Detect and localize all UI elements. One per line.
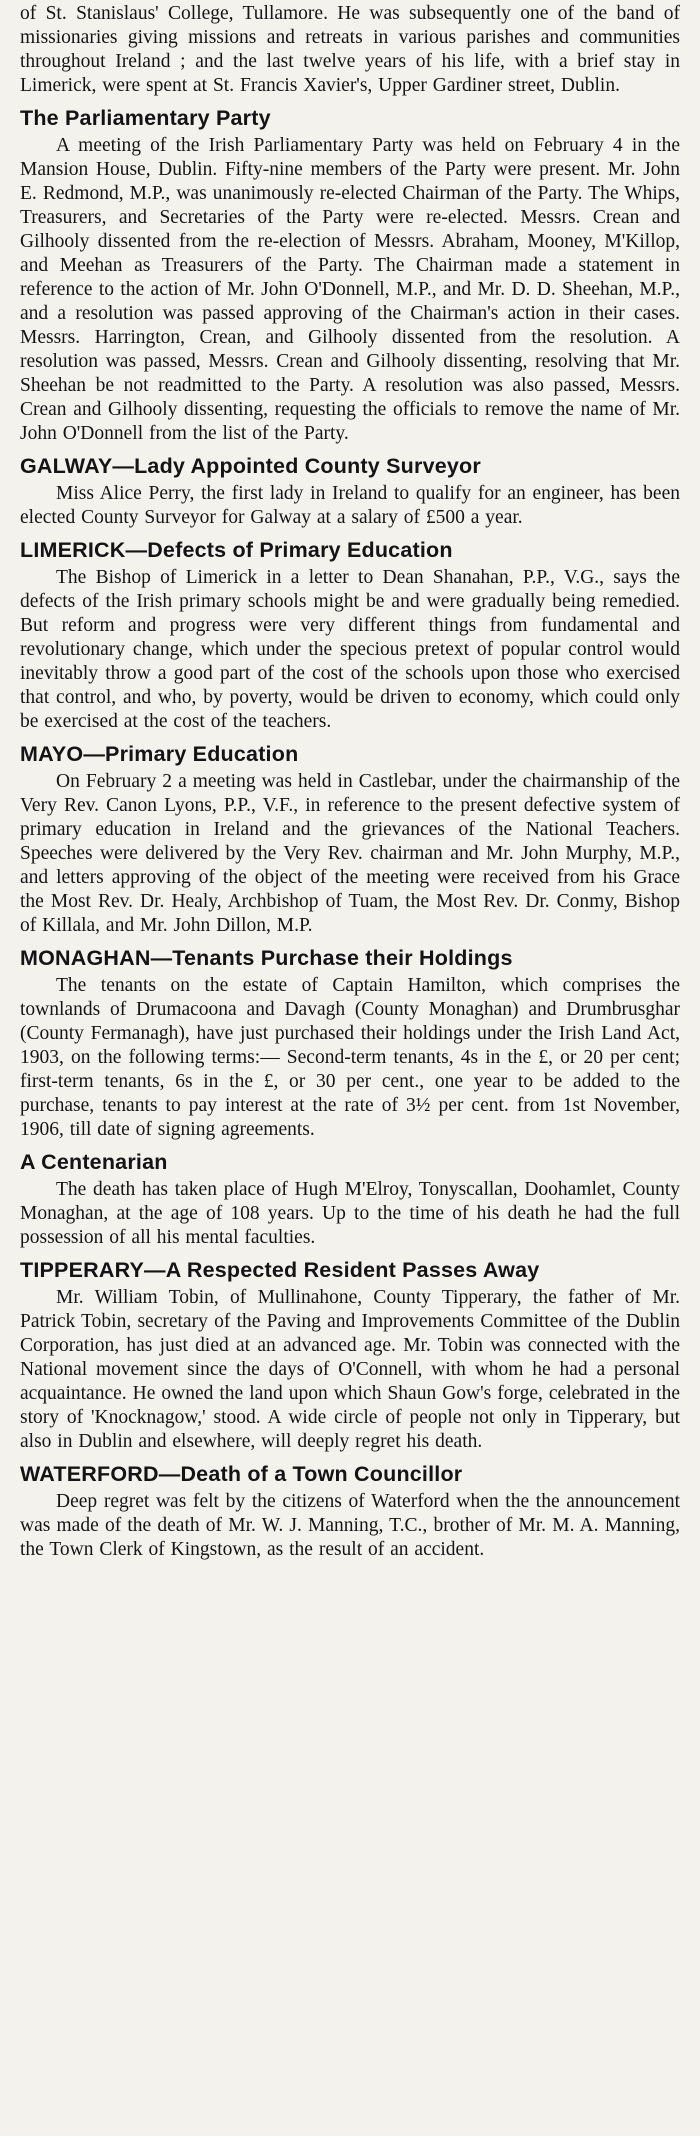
article-monaghan: The tenants on the estate of Captain Hamilton, which comprises the townlands of Drumacoona and Davagh (County Monaghan) and Drumbrusghar (County Fermanagh), have just purchased their holdings under the Irish Land Act, 1903, on the following terms:— Second-term tenants, 4s in the £, or 20 per cent; first-term tenants, 6s in the £, or 30 per cent., one year to be added to the purchase, tenants to pay interest at the rate of 3½ per cent. from 1st November, 1906, till date of signing agreements. (20, 975, 680, 1140)
article-limerick: The Bishop of Limerick in a letter to Dean Shanahan, P.P., V.G., says the defects of the Irish primary schools might be and were gradually being remedied. But reform and progress were very different things from fundamental and revolutionary change, which under the specious pretext of popular control would inevitably throw a good part of the cost of the schools upon those who exercised that control, and who, by poverty, would be driven to economy, which could only be exercised at the cost of the teachers. (20, 567, 680, 732)
heading-centenarian: A Centenarian (20, 1150, 168, 1174)
article-waterford: Deep regret was felt by the citizens of Waterford when the the announcement was made of the death of Mr. W. J. Manning, T.C., brother of Mr. M. A. Manning, the Town Clerk of Kingstown, as the result of an accident. (20, 1491, 680, 1560)
heading-tipperary: TIPPERARY—A Respected Resident Passes Away (20, 1258, 540, 1282)
intro-paragraph: of St. Stanislaus' College, Tullamore. He was subsequently one of the band of missionaries giving missions and retreats in various parishes and communities throughout Ireland ; and the last twelve years of his life, with a brief stay in Limerick, were spent at St. Francis Xavier's, Upper Gardiner street, Dublin. (20, 3, 680, 96)
heading-limerick: LIMERICK—Defects of Primary Education (20, 538, 453, 562)
article-parliamentary-party: A meeting of the Irish Parliamentary Party was held on February 4 in the Mansion House, Dublin. Fifty-nine members of the Party were present. Mr. John E. Redmond, M.P., was unanimously re-elected Chairman of the Party. The Whips, Treasurers, and Secretaries of the Party were re-elected. Messrs. Crean and Gilhooly dissented from the re-election of Messrs. Abraham, Mooney, M'Killop, and Meehan as Treasurers of the Party. The Chairman made a statement in reference to the action of Mr. John O'Donnell, M.P., and Mr. D. D. Sheehan, M.P., and a resolution was passed approving of the Chairman's action in their cases. Messrs. Harrington, Crean, and Gilhooly dissented from the resolution. A resolution was passed, Messrs. Crean and Gilhooly dissenting, resolving that Mr. Sheehan be not readmitted to the Party. A resolution was also passed, Messrs. Crean and Gilhooly dissenting, requesting the officials to remove the name of Mr. John O'Donnell from the list of the Party. (20, 135, 680, 444)
article-galway: Miss Alice Perry, the first lady in Ireland to qualify for an engineer, has been elected County Surveyor for Galway at a salary of £500 a year. (20, 483, 680, 528)
article-mayo: On February 2 a meeting was held in Castlebar, under the chairmanship of the Very Rev. Canon Lyons, P.P., V.F., in reference to the present defective system of primary education in Ireland and the grievances of the National Teachers. Speeches were delivered by the Very Rev. chairman and Mr. John Murphy, M.P., and letters approving of the object of the meeting were received from his Grace the Most Rev. Dr. Healy, Archbishop of Tuam, the Most Rev. Dr. Conmy, Bishop of Killala, and Mr. John Dillon, M.P. (20, 771, 680, 936)
heading-monaghan: MONAGHAN—Tenants Purchase their Holdings (20, 946, 513, 970)
heading-waterford: WATERFORD—Death of a Town Councillor (20, 1462, 463, 1486)
heading-mayo: MAYO—Primary Education (20, 742, 299, 766)
heading-parliamentary-party: The Parliamentary Party (20, 106, 271, 130)
article-tipperary: Mr. William Tobin, of Mullinahone, County Tipperary, the father of Mr. Patrick Tobin, secretary of the Paving and Improvements Committee of the Dublin Corporation, has just died at an advanced age. Mr. Tobin was connected with the National movement since the days of O'Connell, with whom he had a personal acquaintance. He owned the land upon which Shaun Gow's forge, celebrated in the story of 'Knocknagow,' stood. A wide circle of people not only in Tipperary, but also in Dublin and elsewhere, will deeply regret his death. (20, 1287, 680, 1452)
heading-galway: GALWAY—Lady Appointed County Surveyor (20, 454, 481, 478)
article-centenarian: The death has taken place of Hugh M'Elroy, Tonyscallan, Doohamlet, County Monaghan, at the age of 108 years. Up to the time of his death he had the full possession of all his mental faculties. (20, 1179, 680, 1248)
